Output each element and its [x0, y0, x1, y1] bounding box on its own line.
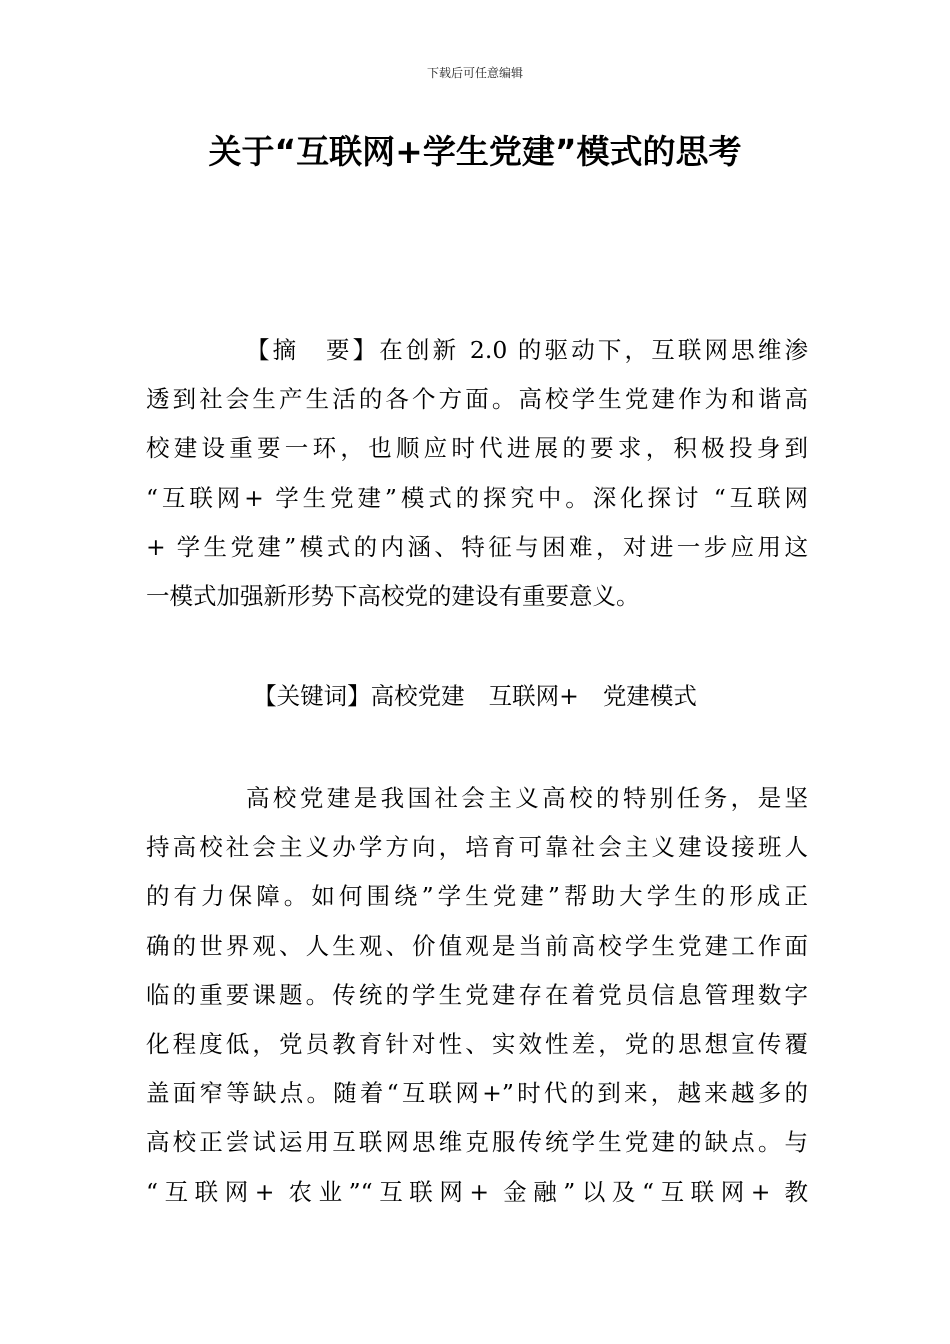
abstract-line: 一模式加强新形势下高校党的建设有重要意义。: [146, 581, 640, 610]
body-line: 高校正尝试运用互联网思维克服传统学生党建的缺点。与: [146, 1128, 808, 1157]
body-line: 临的重要课题。传统的学生党建存在着党员信息管理数字: [146, 980, 808, 1009]
keywords-line: [0, 672, 950, 721]
body-line: 高校党建是我国社会主义高校的特别任务，是坚: [246, 784, 808, 812]
abstract-line: 校建设重要一环，也顺应时代进展的要求，积极投身到: [146, 434, 808, 463]
abstract-line: 【摘 要】在创新 2.0 的驱动下，互联网思维渗: [246, 336, 808, 364]
document-title: 关于“互联网+学生党建”模式的思考: [208, 132, 742, 171]
abstract-line: “互联网+ 学生党建”模式的探究中。深化探讨 “互联网: [146, 483, 808, 512]
keyword: 党建模式: [602, 682, 697, 710]
abstract-line: + 学生党建”模式的内涵、特征与困难，对进一步应用这: [146, 532, 808, 561]
main-paragraph: [146, 774, 808, 1217]
keyword: 高校党建: [370, 682, 465, 710]
keyword: 互联网+: [488, 682, 579, 710]
body-line: 化程度低，党员教育针对性、实效性差，党的思想宣传覆: [146, 1029, 808, 1058]
body-line: 确的世界观、人生观、价值观是当前高校学生党建工作面: [146, 931, 808, 960]
body-line: 持高校社会主义办学方向，培育可靠社会主义建设接班人: [146, 833, 808, 862]
keywords-label: 【关键词】: [253, 682, 371, 710]
body-line: 的有力保障。如何围绕”学生党建”帮助大学生的形成正: [146, 882, 808, 911]
body-line: 盖面窄等缺点。随着“互联网+”时代的到来，越来越多的: [146, 1079, 808, 1108]
header-note: 下载后可任意编辑: [426, 66, 523, 80]
abstract-line: 透到社会生产生活的各个方面。高校学生党建作为和谐高: [146, 385, 808, 414]
body-line: “互联网+ 农业”“互联网+ 金融”以及“互联网+ 教: [146, 1177, 808, 1206]
abstract-paragraph: [146, 326, 808, 621]
